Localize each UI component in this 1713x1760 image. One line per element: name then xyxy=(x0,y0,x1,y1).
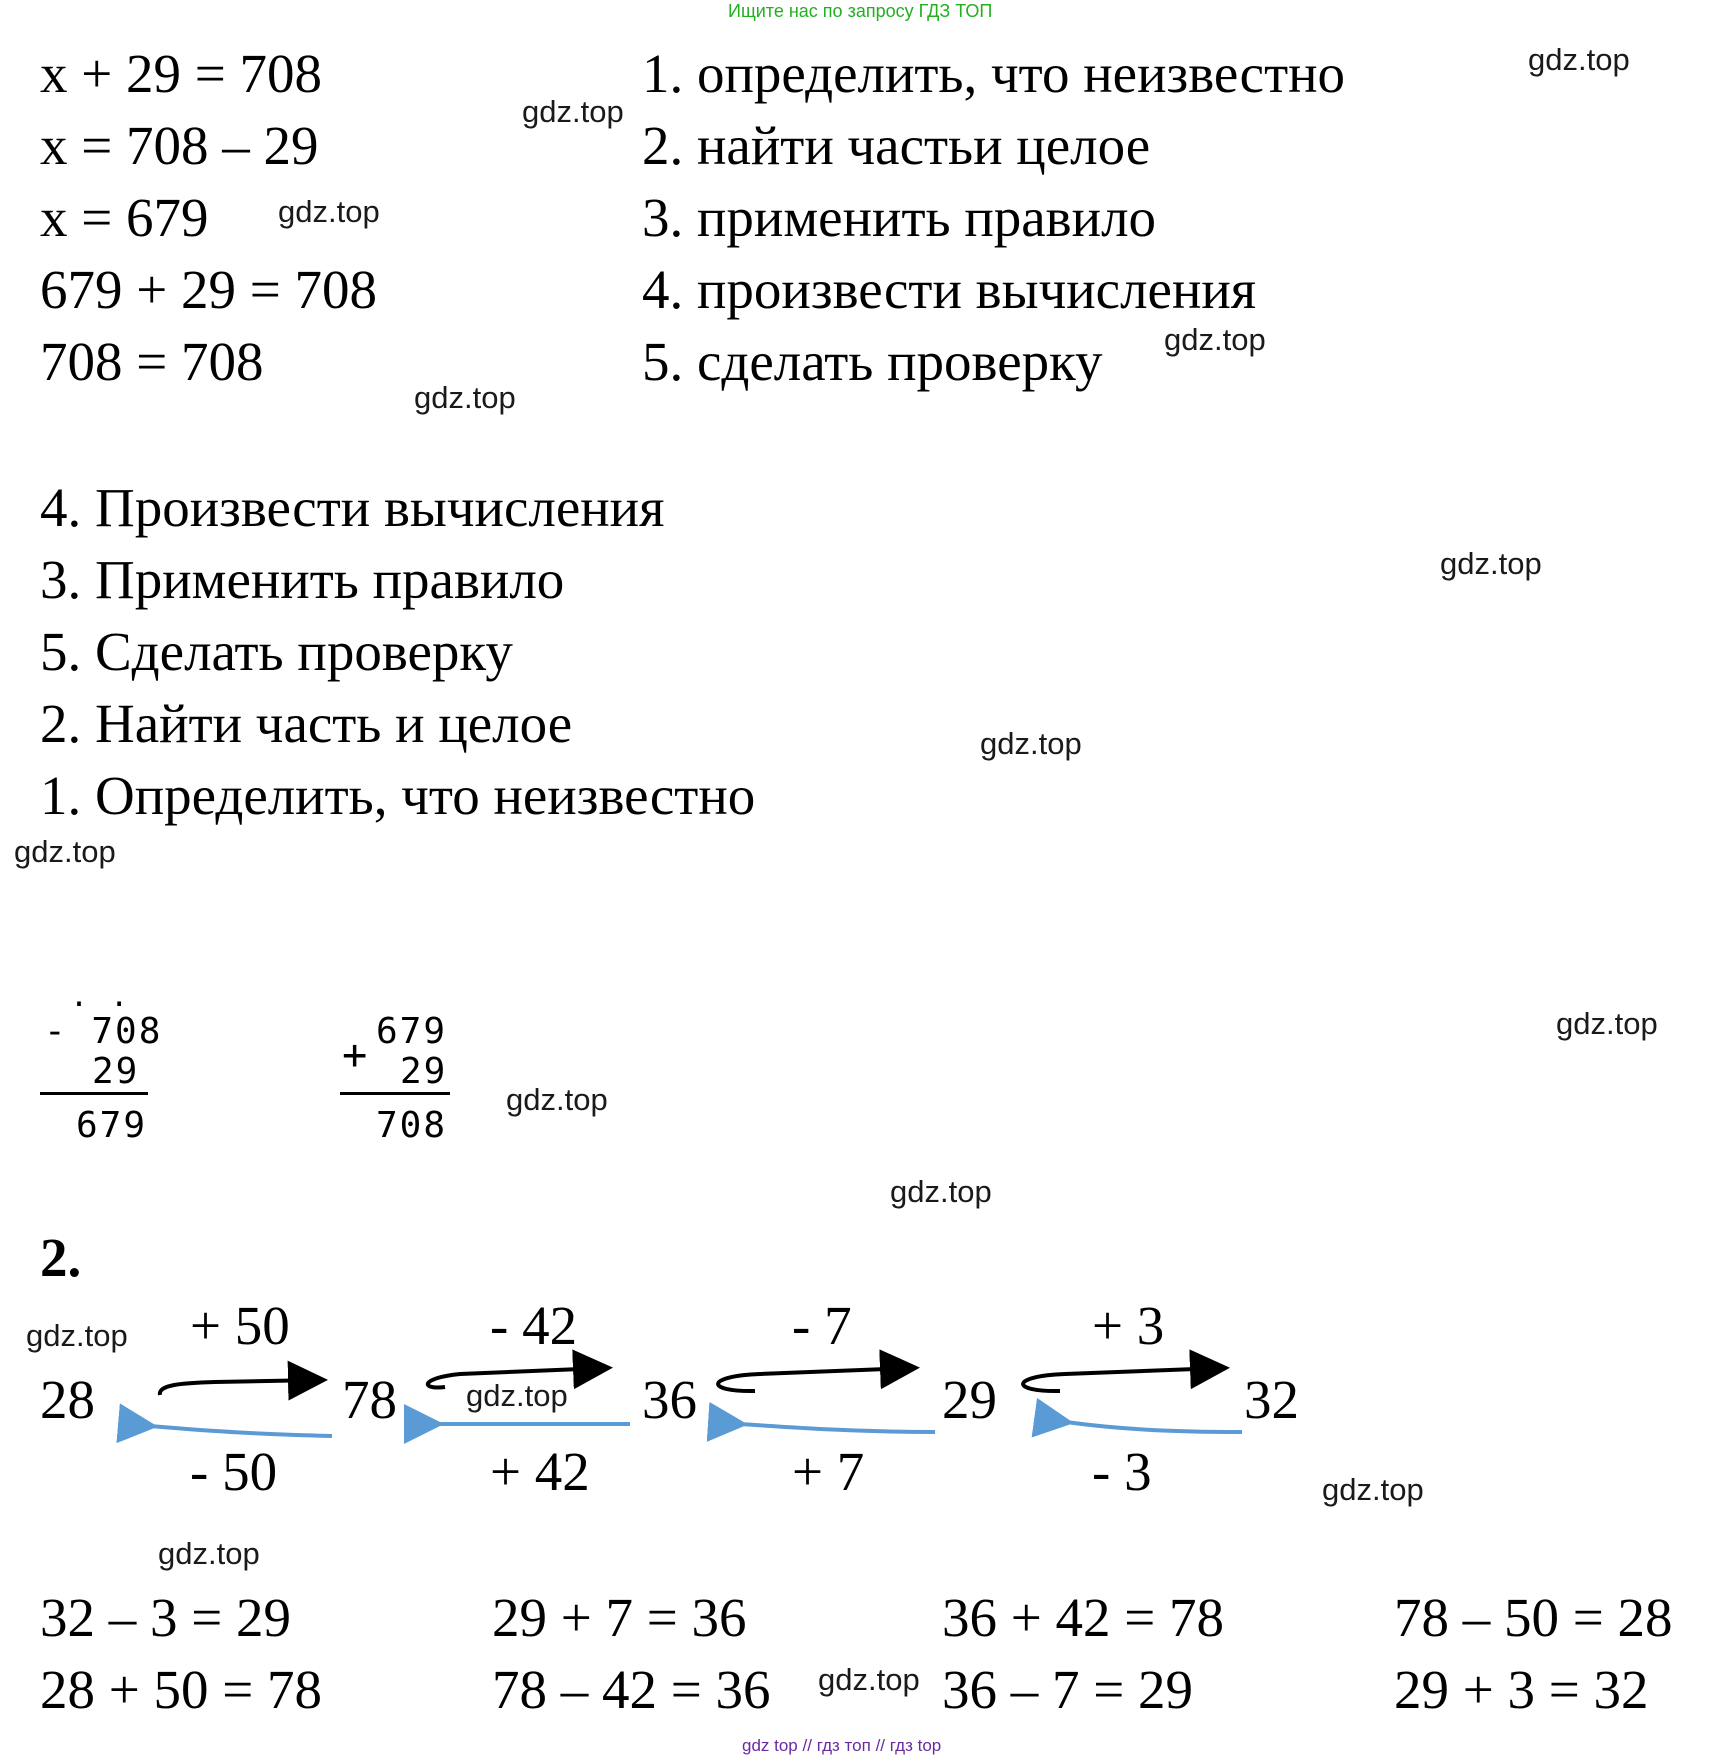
reordered-step: 2. Найти часть и целое xyxy=(40,693,573,754)
step-item: 2. найти частьи целое xyxy=(642,115,1151,176)
backward-arrow xyxy=(740,1424,935,1432)
watermark: gdz.top xyxy=(158,1536,260,1571)
check-equation: 36 – 7 = 29 xyxy=(942,1659,1194,1720)
equation-line: 679 + 29 = 708 xyxy=(40,259,378,320)
watermark: gdz.top xyxy=(278,194,380,229)
watermark: gdz.top xyxy=(1556,1006,1658,1041)
footer-link[interactable]: гдз top xyxy=(889,1736,942,1755)
footer xyxy=(742,1736,941,1756)
check-equation: 28 + 50 = 78 xyxy=(40,1659,323,1720)
backward-arrow xyxy=(1066,1422,1242,1432)
watermark: gdz.top xyxy=(1528,42,1630,77)
footer-link[interactable]: gdz top xyxy=(742,1736,798,1755)
forward-arrow xyxy=(1023,1368,1222,1391)
check-equation: 32 – 3 = 29 xyxy=(40,1587,292,1648)
check-equation: 78 – 50 = 28 xyxy=(1394,1587,1673,1648)
backward-arrow xyxy=(150,1426,332,1436)
watermark: gdz.top xyxy=(522,94,624,129)
chain-number: 78 xyxy=(342,1369,397,1430)
watermark: gdz.top xyxy=(506,1082,608,1117)
chain-number: 36 xyxy=(642,1369,697,1430)
add-result: 708 xyxy=(376,1105,448,1146)
watermark: gdz.top xyxy=(980,726,1082,761)
forward-arrow xyxy=(718,1368,912,1391)
step-item: 1. определить, что неизвестно xyxy=(642,43,1346,104)
backward-op: - 3 xyxy=(1092,1441,1152,1502)
watermark: gdz.top xyxy=(890,1174,992,1209)
backward-op: + 7 xyxy=(792,1441,865,1502)
sub-result: 679 xyxy=(76,1105,148,1146)
footer-link[interactable]: гдз топ xyxy=(816,1736,871,1755)
reordered-step: 5. Сделать проверку xyxy=(40,621,513,682)
subtrahend: 29 xyxy=(92,1051,140,1092)
footer-separator: // xyxy=(802,1736,812,1755)
watermark: gdz.top xyxy=(1440,546,1542,581)
chain-number: 28 xyxy=(40,1369,95,1430)
step-item: 5. сделать проверку xyxy=(642,331,1103,392)
equation-line: x + 29 = 708 xyxy=(40,43,323,104)
watermark: gdz.top xyxy=(26,1318,128,1353)
forward-op: - 42 xyxy=(490,1295,578,1356)
borrow-dots: . . xyxy=(70,979,131,1014)
backward-op: - 50 xyxy=(190,1441,278,1502)
backward-op: + 42 xyxy=(490,1441,590,1502)
addend-1: 679 xyxy=(376,1011,448,1052)
watermark: gdz.top xyxy=(466,1378,568,1413)
footer-separator: // xyxy=(875,1736,886,1755)
minuend: - 708 xyxy=(44,1011,163,1052)
reordered-step: 3. Применить правило xyxy=(40,549,565,610)
watermark: gdz.top xyxy=(1322,1472,1424,1507)
chain-number: 32 xyxy=(1244,1369,1299,1430)
reordered-step: 1. Определить, что неизвестно xyxy=(40,765,756,826)
equation-line: x = 708 – 29 xyxy=(40,115,319,176)
check-equation: 36 + 42 = 78 xyxy=(942,1587,1225,1648)
equation-line: x = 679 xyxy=(40,187,209,248)
forward-op: + 50 xyxy=(190,1295,290,1356)
watermark: gdz.top xyxy=(414,380,516,415)
forward-op: - 7 xyxy=(792,1295,852,1356)
forward-op: + 3 xyxy=(1092,1295,1165,1356)
addend-2: 29 xyxy=(400,1051,448,1092)
chain-number: 29 xyxy=(942,1369,997,1430)
watermark: gdz.top xyxy=(1164,322,1266,357)
forward-arrow xyxy=(160,1380,320,1395)
check-equation: 29 + 7 = 36 xyxy=(492,1587,747,1648)
watermark: gdz.top xyxy=(14,834,116,869)
top-banner: Ищите нас по запросу ГДЗ ТОП xyxy=(728,1,993,21)
step-item: 3. применить правило xyxy=(642,187,1157,248)
check-equation: 78 – 42 = 36 xyxy=(492,1659,771,1720)
watermark: gdz.top xyxy=(818,1662,920,1697)
task-number: 2. xyxy=(40,1227,82,1288)
step-item: 4. произвести вычисления xyxy=(642,259,1257,320)
equation-line: 708 = 708 xyxy=(40,331,264,392)
reordered-step: 4. Произвести вычисления xyxy=(40,477,665,538)
plus-sign: + xyxy=(342,1030,370,1079)
check-equation: 29 + 3 = 32 xyxy=(1394,1659,1649,1720)
